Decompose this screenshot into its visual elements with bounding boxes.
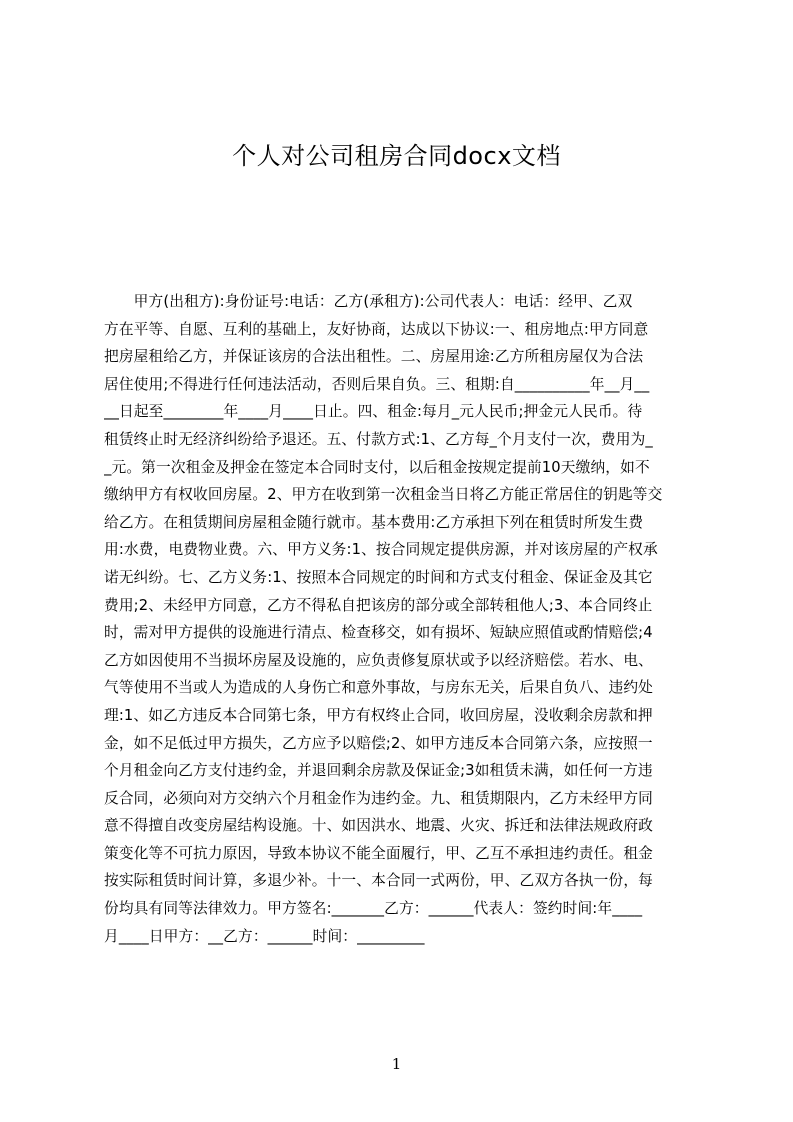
body-line: 费用;2、未经甲方同意，乙方不得私自把该房的部分或全部转租他人;3、本合同终止 [104, 596, 653, 614]
document-title: 个人对公司租房合同docx文档 [232, 142, 561, 170]
body-line: 时，需对甲方提供的设施进行清点、检查移交，如有损坏、短缺应照值或酌情赔偿;4 [104, 624, 653, 642]
body-line: 按实际租赁时间计算，多退少补。十一、本合同一式两份，甲、乙双方各执一份，每 [104, 872, 653, 890]
body-line: 缴纳甲方有权收回房屋。2、甲方在收到第一次租金当日将乙方能正常居住的钥匙等交 [104, 486, 663, 504]
body-line: 居住使用;不得进行任何违法活动，否则后果自负。三、租期:自__________年__月__ [104, 375, 650, 393]
body-line: 气等使用不当或人为造成的人身伤亡和意外事故，与房东无关，后果自负八、违约处 [104, 679, 653, 697]
body-line: 理:1、如乙方违反本合同第七条，甲方有权终止合同，收回房屋，没收剩余房款和押 [104, 706, 653, 724]
page-number: 1 [391, 1055, 402, 1073]
body-line: 方在平等、自愿、互利的基础上，友好协商，达成以下协议:一、租房地点:甲方同意 [104, 320, 649, 338]
body-line: 意不得擅自改变房屋结构设施。十、如因洪水、地震、火灾、拆迁和法律法规政府政 [104, 817, 653, 835]
body-line: 诺无纠纷。七、乙方义务:1、按照本合同规定的时间和方式支付租金、保证金及其它 [104, 568, 653, 586]
body-line: 把房屋租给乙方，并保证该房的合法出租性。二、房屋用途:乙方所租房屋仅为合法 [104, 348, 644, 366]
contract-body [104, 288, 700, 950]
body-line: 个月租金向乙方支付违约金，并退回剩余房款及保证金;3如租赁未满，如任何一方违 [104, 762, 653, 780]
body-line: 甲方(出租方):身份证号:电话：乙方(承租方):公司代表人：电话：经甲、乙双 [104, 293, 633, 310]
body-line: 金，如不足低过甲方损失，乙方应予以赔偿;2、如甲方违反本合同第六条，应按照一 [104, 734, 653, 752]
body-line: 反合同，必须向对方交纳六个月租金作为违约金。九、租赁期限内，乙方未经甲方同 [104, 789, 653, 807]
body-line: 用:水费，电费物业费。六、甲方义务:1、按合同规定提供房源，并对该房屋的产权承 [104, 541, 658, 559]
body-line: 乙方如因使用不当损坏房屋及设施的，应负责修复原状或予以经济赔偿。若水、电、 [104, 651, 653, 669]
body-line: 租赁终止时无经济纠纷给予退还。五、付款方式:1、乙方每_个月支付一次，费用为_ [104, 430, 653, 448]
body-line: __日起至________年____月____日止。四、租金:每月_元人民币;押金元人民币。待 [104, 403, 643, 421]
body-line: 给乙方。在租赁期间房屋租金随行就市。基本费用:乙方承担下列在租赁时所发生费 [104, 513, 644, 531]
body-line: 月____日甲方：__乙方：______时间：_________ [104, 927, 425, 945]
body-line: 策变化等不可抗力原因，导致本协议不能全面履行，甲、乙互不承担违约责任。租金 [104, 844, 653, 862]
body-line: _元。第一次租金及押金在签定本合同时支付，以后租金按规定提前10天缴纳，如不 [104, 458, 650, 476]
body-line: 份均具有同等法律效力。甲方签名:_______乙方：______代表人：签约时间:年____ [104, 900, 643, 918]
